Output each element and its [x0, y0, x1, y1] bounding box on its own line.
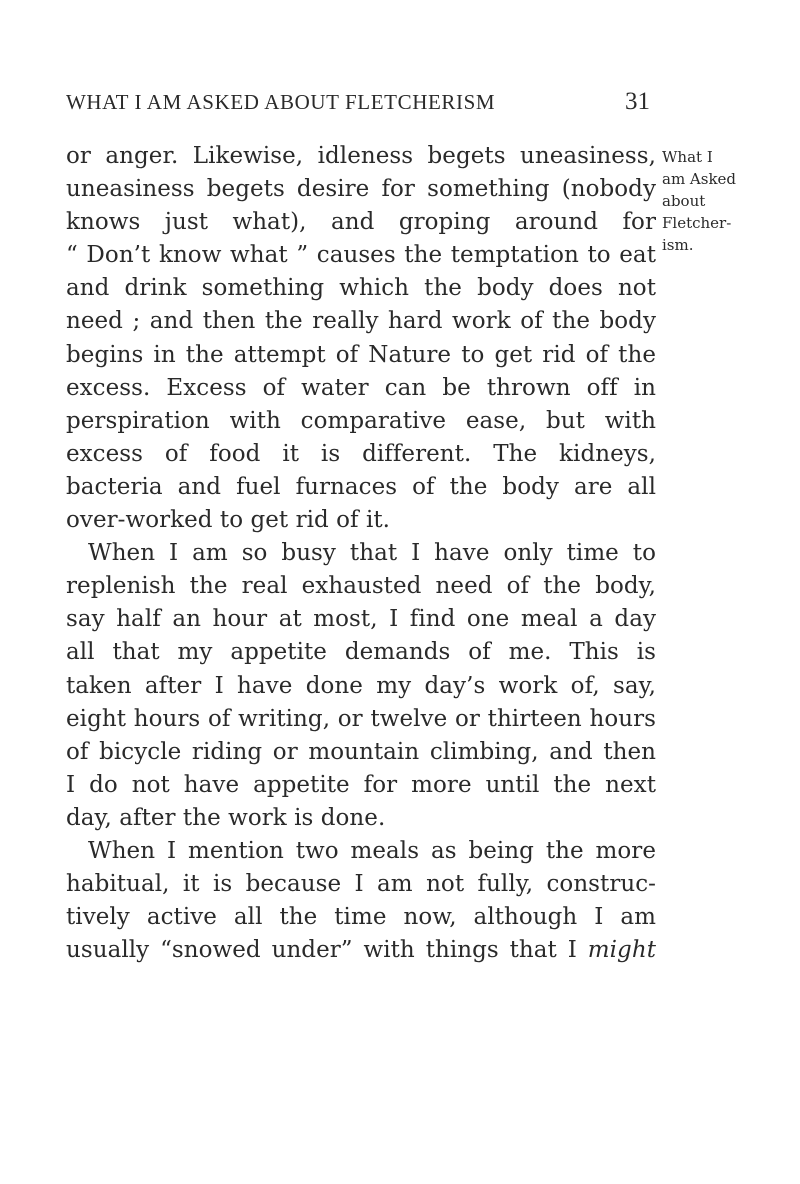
text-line: or anger. Likewise, idleness begets uneasiness,	[66, 143, 656, 169]
text-line: knows just what), and groping around for	[66, 209, 656, 236]
paragraph-start-line: When I am so busy that I have only time to	[88, 540, 656, 567]
text-line: begins in the attempt of Nature to get rid of the	[66, 341, 656, 368]
text-line: habitual, it is because I am not fully, construc-	[66, 871, 656, 898]
paragraph-end-line: over-worked to get rid of it.	[66, 507, 391, 534]
text-line: excess. Excess of water can be thrown off in	[66, 374, 656, 401]
running-header	[66, 88, 650, 116]
text-line: and drink something which the body does not	[66, 275, 656, 302]
text-line: perspiration with comparative ease, but with	[66, 407, 656, 434]
text-line: uneasiness begets desire for something (nobody	[66, 176, 656, 203]
paragraph-start-line: When I mention two meals as being the more	[88, 837, 656, 864]
text-line: say half an hour at most, I find one meal a day	[66, 606, 656, 633]
running-title: WHAT I AM ASKED ABOUT FLETCHERISM	[66, 90, 496, 114]
text-line: of bicycle riding or mountain climbing, and then	[66, 738, 656, 765]
italic-word: might	[587, 937, 656, 964]
text-line: excess of food it is different. The kidneys,	[66, 440, 656, 467]
text-line: I do not have appetite for more until the next	[66, 771, 656, 798]
final-text-line	[66, 934, 656, 967]
text-line: eight hours of writing, or twelve or thirteen hours	[66, 705, 656, 732]
paragraph-end-line: day, after the work is done.	[66, 804, 386, 831]
body-text	[66, 140, 656, 967]
text-line: taken after I have done my day’s work of, say,	[66, 672, 656, 699]
text-line: need ; and then the really hard work of the body	[66, 308, 656, 335]
margin-note-line: Fletcher-	[662, 214, 732, 232]
text-line: “ Don’t know what ” causes the temptation to eat	[66, 242, 656, 269]
text-line: all that my appetite demands of me. This is	[66, 639, 656, 666]
text-line: replenish the real exhausted need of the body,	[66, 573, 656, 600]
margin-note-line: about	[662, 192, 706, 210]
margin-note-line: am Asked	[662, 170, 737, 188]
page-number: 31	[625, 88, 650, 115]
margin-note-line: What I	[662, 148, 713, 166]
text-line: bacteria and fuel furnaces of the body are all	[66, 473, 656, 500]
margin-note-line: ism.	[662, 236, 694, 254]
final-line-text: usually “snowed under” with things that I	[66, 937, 577, 964]
margin-note	[662, 146, 792, 256]
text-line: tively active all the time now, although I am	[66, 904, 656, 931]
